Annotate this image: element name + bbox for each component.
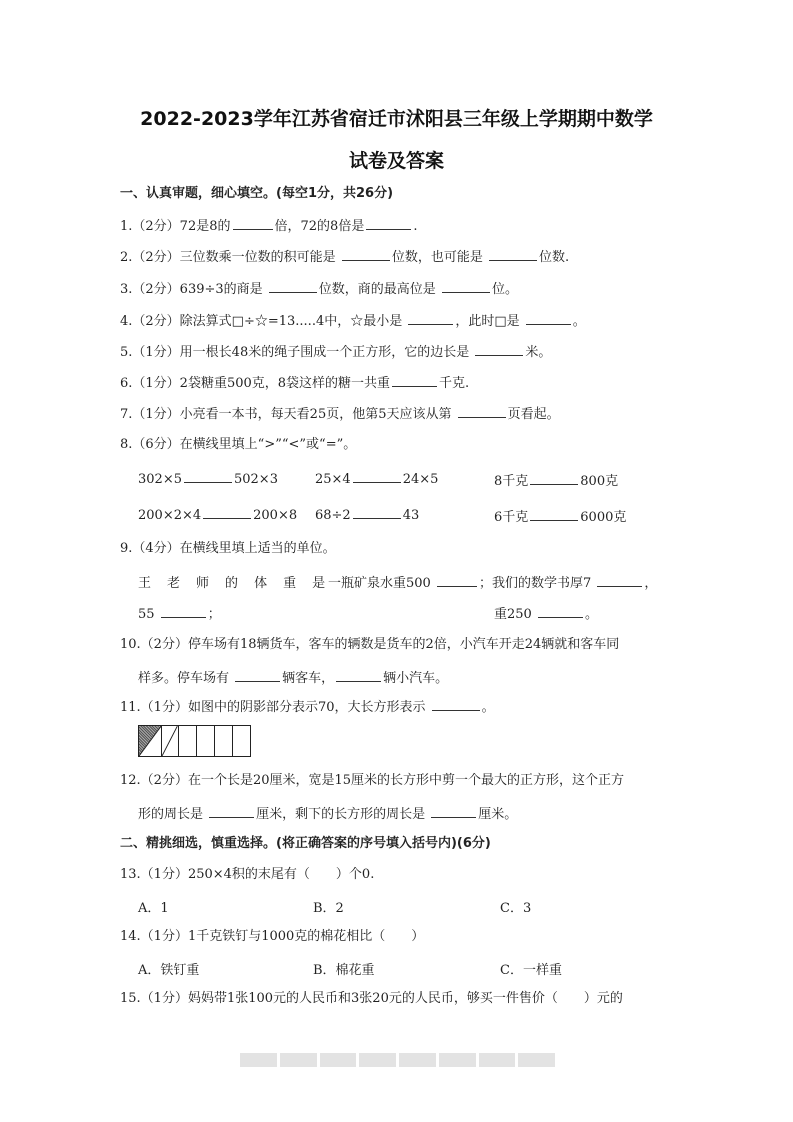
question-14-stem: 14.（1分）1千克铁钉与1000克的棉花相比（ ） <box>120 929 425 944</box>
answer-blank[interactable] <box>437 574 477 587</box>
answer-blank[interactable] <box>161 605 206 618</box>
answer-blank[interactable] <box>538 605 583 618</box>
answer-blank[interactable] <box>392 374 437 387</box>
choice-option-a[interactable]: A．1 <box>138 901 169 916</box>
q4-text-c: 。 <box>572 314 586 329</box>
choice-option-b[interactable]: B．棉花重 <box>313 963 375 978</box>
choice-option-c[interactable]: C．3 <box>500 901 532 916</box>
compare-item <box>138 506 297 523</box>
question-10-line2 <box>138 667 448 686</box>
answer-blank[interactable] <box>353 470 401 483</box>
q9-book-text: 我们的数学书厚7 <box>491 576 596 591</box>
q9-semicolon: ； <box>207 607 221 622</box>
question-12-line1: 12.（2分）在一个长是20厘米，宽是15厘米的长方形中剪一个最大的正方形，这个正方 <box>120 773 625 788</box>
q9-weigh-text: 重250 <box>494 607 536 622</box>
question-15-stem: 15.（1分）妈妈带1张100元的人民币和3张20元的人民币，够买一件售价（ ）元的 <box>120 991 623 1006</box>
answer-blank[interactable] <box>432 698 480 711</box>
compare-right: 200×8 <box>253 508 298 523</box>
answer-blank[interactable] <box>530 472 578 485</box>
answer-blank[interactable] <box>530 508 578 521</box>
compare-right: 43 <box>402 508 420 523</box>
q7-text-b: 页看起。 <box>507 407 560 422</box>
choice-option-c[interactable]: C．一样重 <box>500 963 562 978</box>
q9-char: 是 <box>312 576 326 591</box>
answer-blank[interactable] <box>203 506 251 519</box>
figure-cell-half <box>162 726 178 756</box>
q9-end: 。 <box>584 607 598 622</box>
q1-text-c: . <box>413 219 418 234</box>
q4-text-a: 4.（2分）除法算式□÷☆=13.....4中，☆最小是 <box>120 314 407 329</box>
question-7 <box>120 405 560 424</box>
answer-blank[interactable] <box>431 805 476 818</box>
compare-right: 800克 <box>580 474 619 489</box>
question-11 <box>120 698 495 717</box>
question-9-stem: 9.（4分）在横线里填上适当的单位。 <box>120 541 336 556</box>
answer-blank[interactable] <box>233 217 273 230</box>
compare-right: 24×5 <box>402 472 439 487</box>
q9-55: 55 <box>138 607 159 622</box>
q3-text-c: 位。 <box>491 282 518 297</box>
q9-row2-right <box>494 603 598 622</box>
question-8-stem: 8.（6分）在横线里填上“>”“<”或“=”。 <box>120 437 357 452</box>
answer-blank[interactable] <box>353 506 401 519</box>
question-13-stem: 13.（1分）250×4积的末尾有（ ）个0. <box>120 867 375 882</box>
q9-char: 重 <box>283 576 297 591</box>
q1-text-b: 倍，72的8倍是 <box>274 219 365 234</box>
q10-text-b: 样多。停车场有 <box>138 671 234 686</box>
answer-blank[interactable] <box>342 248 390 261</box>
compare-right: 6000克 <box>580 510 627 525</box>
q11-text-a: 11.（1分）如图中的阴影部分表示70，大长方形表示 <box>120 700 430 715</box>
choice-option-b[interactable]: B．2 <box>313 901 344 916</box>
q9-semicolon: ； <box>478 576 492 591</box>
compare-item <box>494 506 626 525</box>
q9-row1-right <box>328 572 657 591</box>
question-6 <box>120 374 469 393</box>
answer-blank[interactable] <box>526 312 571 325</box>
compare-item <box>138 470 278 487</box>
q9-comma: ， <box>644 576 658 591</box>
section-heading-2: 二、精挑细选，慎重选择。(将正确答案的序号填入括号内)(6分) <box>120 836 491 851</box>
q9-row2-left <box>138 603 221 622</box>
q12-text-d: 厘米。 <box>478 807 518 822</box>
blurred-footer <box>240 1053 555 1069</box>
compare-right: 502×3 <box>233 472 278 487</box>
answer-blank[interactable] <box>408 312 453 325</box>
q9-char: 的 <box>225 576 239 591</box>
answer-blank[interactable] <box>184 470 232 483</box>
compare-left: 68÷2 <box>315 508 351 523</box>
q2-text-c: 位数. <box>538 250 570 265</box>
answer-blank[interactable] <box>269 280 317 293</box>
q12-text-c: 厘米，剩下的长方形的周长是 <box>256 807 430 822</box>
compare-left: 302×5 <box>138 472 182 487</box>
q9-bottle-text: 一瓶矿泉水重500 <box>328 576 435 591</box>
question-1 <box>120 217 417 236</box>
q3-text-a: 3.（2分）639÷3的商是 <box>120 282 267 297</box>
question-2 <box>120 248 569 267</box>
q10-text-c: 辆客车， <box>282 671 335 686</box>
figure-cell <box>197 726 215 756</box>
q1-text-a: 1.（2分）72是8的 <box>120 219 231 234</box>
q2-text-b: 位数，也可能是 <box>391 250 487 265</box>
compare-item <box>315 470 438 487</box>
answer-blank[interactable] <box>458 405 506 418</box>
q5-text-b: 米。 <box>525 345 552 360</box>
q4-text-b: ，此时□是 <box>455 314 524 329</box>
q11-text-b: 。 <box>481 700 495 715</box>
figure-cell <box>233 726 250 756</box>
answer-blank[interactable] <box>235 669 280 682</box>
q6-text-a: 6.（1分）2袋糖重500克，8袋这样的糖一共重 <box>120 376 391 391</box>
q10-text-d: 辆小汽车。 <box>383 671 449 686</box>
shaded-rectangle-figure <box>138 725 251 757</box>
answer-blank[interactable] <box>475 343 523 356</box>
compare-left: 25×4 <box>315 472 351 487</box>
answer-blank[interactable] <box>336 669 381 682</box>
q9-row1-left <box>138 572 325 591</box>
answer-blank[interactable] <box>597 574 642 587</box>
compare-left: 8千克 <box>494 474 529 489</box>
figure-cell-shaded <box>139 726 162 756</box>
doc-title-line2: 试卷及答案 <box>348 150 444 172</box>
section-heading-1: 一、认真审题，细心填空。(每空1分，共26分) <box>120 186 394 201</box>
answer-blank[interactable] <box>209 805 254 818</box>
q6-text-b: 千克. <box>439 376 470 391</box>
compare-left: 6千克 <box>494 510 529 525</box>
answer-blank[interactable] <box>366 217 411 230</box>
compare-left: 200×2×4 <box>138 508 202 523</box>
figure-cell <box>179 726 197 756</box>
q9-char: 老 <box>167 576 181 591</box>
question-12-line2 <box>138 803 517 822</box>
choice-option-a[interactable]: A．铁钉重 <box>138 963 200 978</box>
q9-char: 体 <box>254 576 268 591</box>
answer-blank[interactable] <box>442 280 490 293</box>
compare-item <box>494 470 618 489</box>
answer-blank[interactable] <box>489 248 537 261</box>
question-3 <box>120 280 518 299</box>
compare-item <box>315 506 419 523</box>
q3-text-b: 位数，商的最高位是 <box>318 282 440 297</box>
question-4 <box>120 312 586 331</box>
question-5 <box>120 343 551 362</box>
q9-char: 王 <box>138 576 152 591</box>
q5-text-a: 5.（1分）用一根长48米的绳子围成一个正方形，它的边长是 <box>120 345 474 360</box>
q7-text-a: 7.（1分）小亮看一本书，每天看25页，他第5天应该从第 <box>120 407 456 422</box>
q9-char: 师 <box>196 576 210 591</box>
figure-cell <box>215 726 233 756</box>
question-10-line1: 10.（2分）停车场有18辆货车，客车的辆数是货车的2倍，小汽车开走24辆就和客车同 <box>120 637 620 652</box>
q2-text-a: 2.（2分）三位数乘一位数的积可能是 <box>120 250 340 265</box>
doc-title-line1: 2022-2023学年江苏省宿迁市沭阳县三年级上学期期中数学 <box>140 108 653 130</box>
q12-text-b: 形的周长是 <box>138 807 208 822</box>
